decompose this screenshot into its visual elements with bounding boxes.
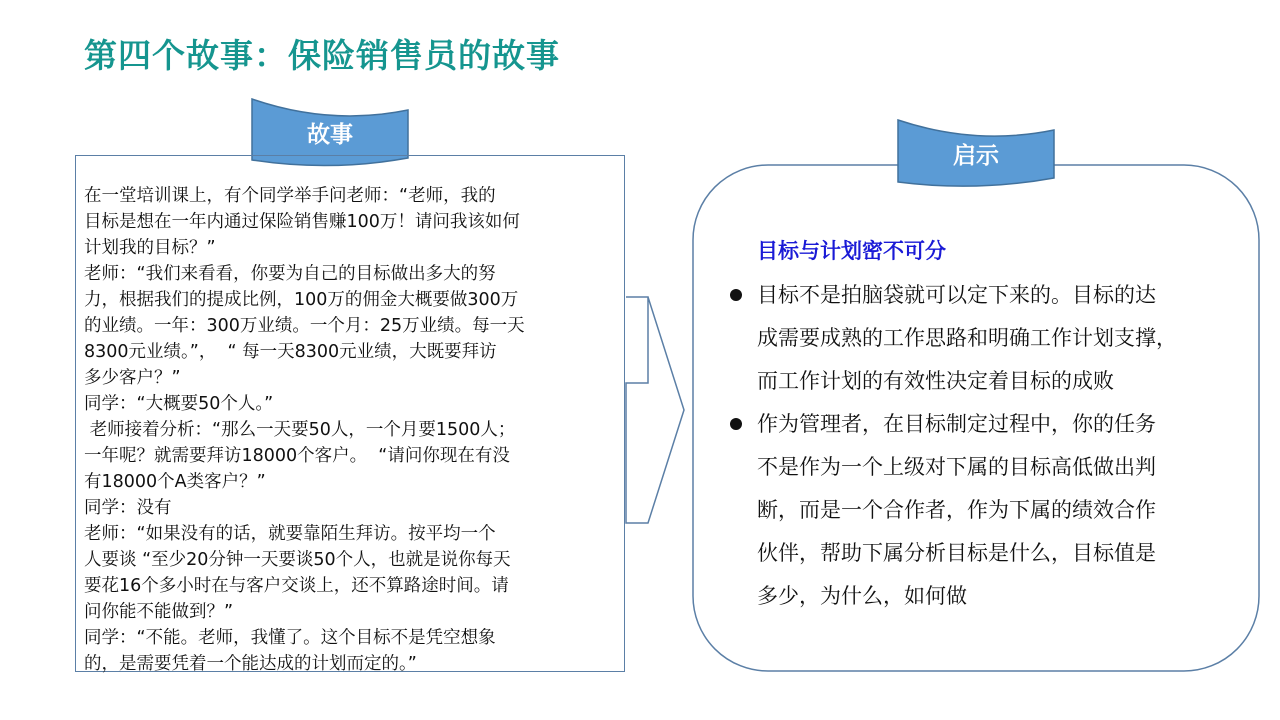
story-line: 的，是需要凭着一个能达成的计划而定的。” [84, 654, 417, 674]
story-line: 老师：“我们来看看，你要为自己的目标做出多大的努 [84, 264, 496, 284]
story-line: 人要谈 “至少20分钟一天要谈50个人，也就是说你每天 [84, 550, 511, 570]
story-line: 力，根据我们的提成比例，100万的佣金大概要做300万 [84, 290, 519, 310]
story-line: 要花16个多小时在与客户交谈上，还不算路途时间。请 [84, 576, 509, 596]
story-line: 同学：没有 [84, 498, 172, 518]
story-line: 的业绩。一年：300万业绩。一个月：25万业绩。每一天 [84, 316, 525, 336]
story-banner-label: 故事 [307, 122, 353, 148]
bullet-line: 作为管理者，在目标制定过程中，你的任务 [757, 412, 1156, 436]
bullet-line: 多少，为什么，如何做 [757, 584, 967, 608]
story-line: 计划我的目标？” [84, 238, 216, 258]
story-line: 目标是想在一年内通过保险销售赚100万！请问我该如何 [84, 212, 520, 232]
story-line: 一年呢？就需要拜访18000个客户。 “请问你现在有没 [84, 446, 510, 466]
bullet-line: 断，而是一个合作者，作为下属的绩效合作 [757, 498, 1156, 522]
insight-heading: 目标与计划密不可分 [757, 239, 946, 263]
insight-bullet-2 [757, 403, 1237, 618]
story-line: 老师：“如果没有的话，就要靠陌生拜访。按平均一个 [84, 524, 496, 544]
insight-banner-label: 启示 [953, 143, 999, 169]
story-line: 老师接着分析：“那么一天要50人，一个月要1500人； [84, 420, 516, 440]
story-line: 在一堂培训课上，有个同学举手问老师：“老师，我的 [84, 186, 496, 206]
bullet-line: 不是作为一个上级对下属的目标高低做出判 [757, 455, 1156, 479]
page-title: 第四个故事：保险销售员的故事 [84, 36, 560, 75]
story-line: 同学：“大概要50个人。” [84, 394, 274, 414]
story-text [84, 183, 624, 677]
story-line: 8300元业绩。”， “ 每一天8300元业绩，大既要拜访 [84, 342, 497, 362]
bullet-line: 伙伴，帮助下属分析目标是什么，目标值是 [757, 541, 1156, 565]
bullet-dot [730, 289, 742, 301]
insight-bullet-1 [757, 274, 1237, 403]
bullet-line: 而工作计划的有效性决定着目标的成败 [757, 369, 1114, 393]
arrow-connector [626, 297, 684, 523]
bullet-line: 目标不是拍脑袋就可以定下来的。目标的达 [757, 283, 1156, 307]
bullet-dot [730, 418, 742, 430]
story-line: 多少客户？” [84, 368, 181, 388]
bullet-line: 成需要成熟的工作思路和明确工作计划支撑， [757, 326, 1177, 350]
story-line: 有18000个A类客户？” [84, 472, 266, 492]
story-line: 问你能不能做到？” [84, 602, 234, 622]
story-line: 同学：“不能。老师，我懂了。这个目标不是凭空想象 [84, 628, 496, 648]
